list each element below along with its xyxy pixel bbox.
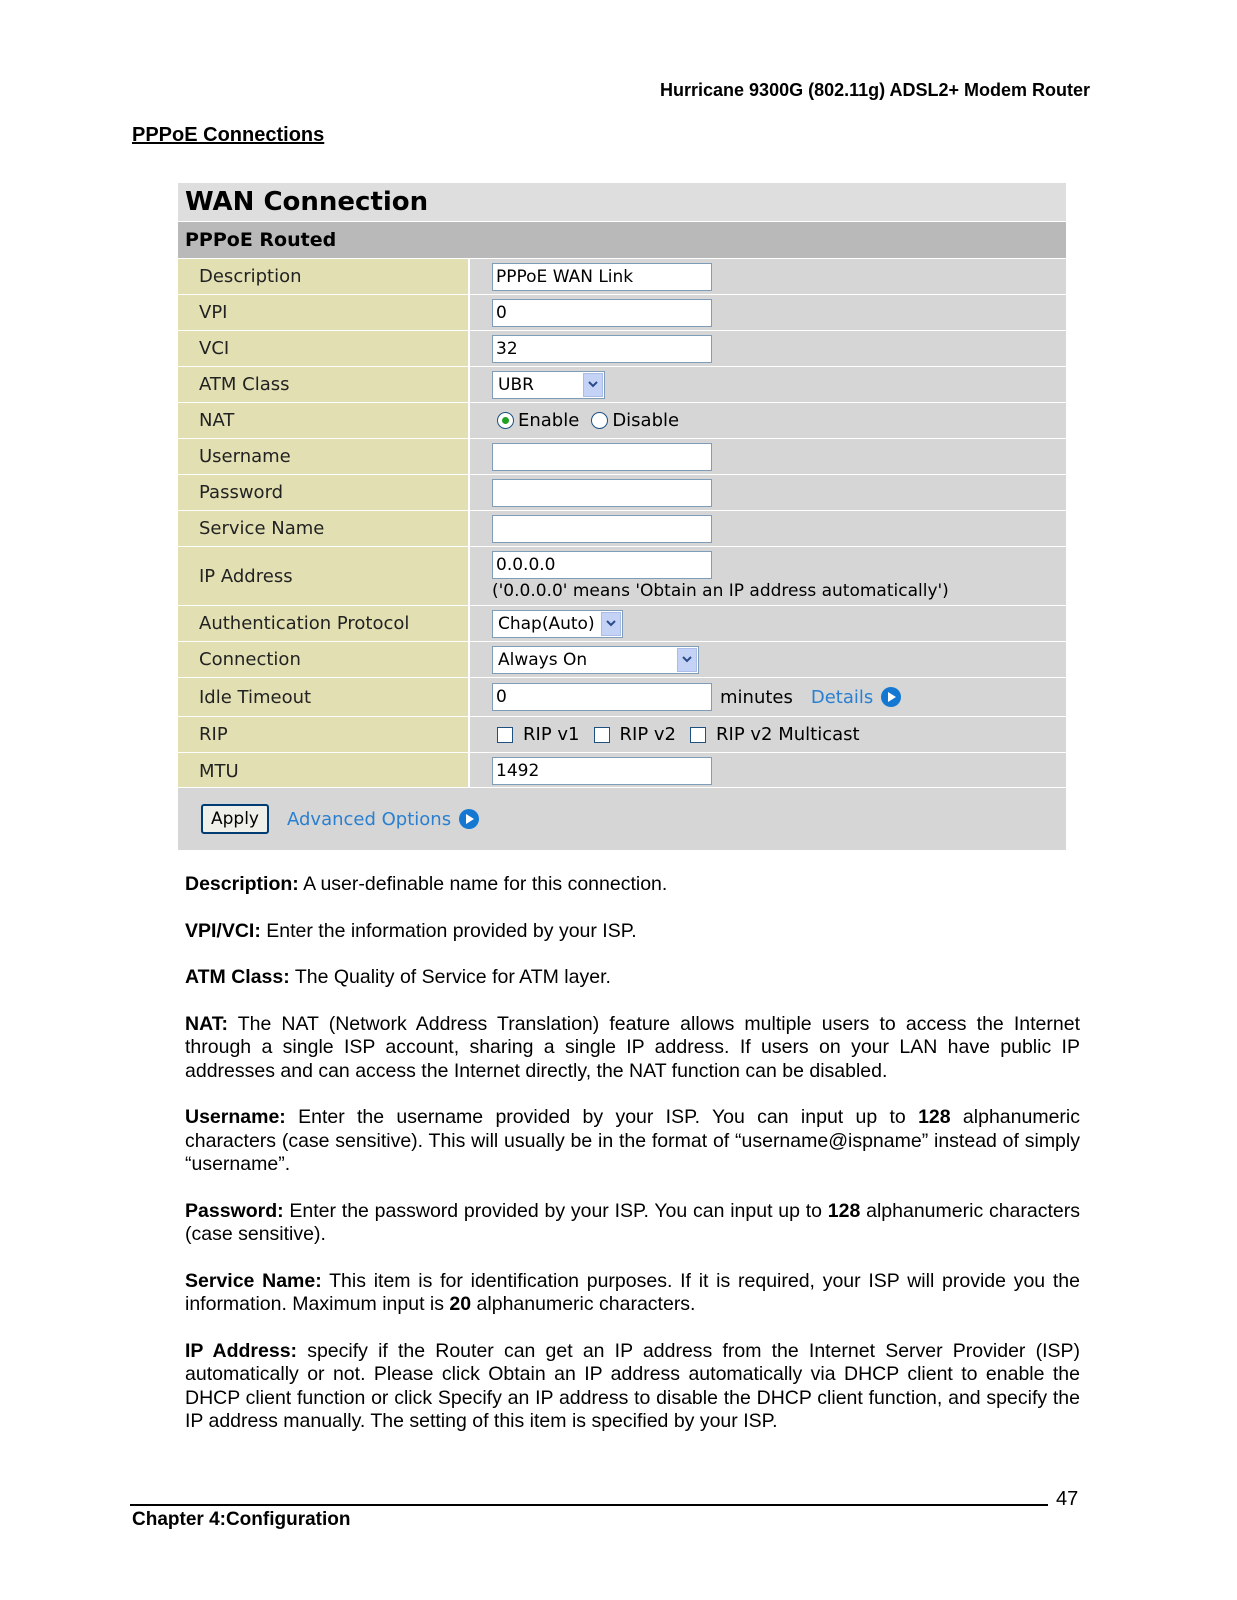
description-input[interactable]: PPPoE WAN Link	[492, 263, 712, 291]
idle-timeout-input[interactable]: 0	[492, 683, 712, 711]
auth-protocol-select[interactable]	[492, 610, 623, 638]
row-idle-timeout	[178, 677, 1066, 716]
rip-v2-multicast-label: RIP v2 Multicast	[716, 724, 860, 745]
advanced-options-link[interactable]: Advanced Options	[287, 808, 452, 830]
rip-v1-checkbox[interactable]	[497, 727, 513, 743]
row-username	[178, 438, 1066, 474]
panel-subtitle: PPPoE Routed	[178, 221, 1066, 258]
play-arrow-icon[interactable]	[881, 687, 901, 707]
row-nat	[178, 402, 1066, 438]
chevron-down-icon	[583, 373, 603, 397]
connection-value: Always On	[498, 649, 588, 670]
password-paragraph: Password: Enter the password provided by your ISP. You can input up to 128 alphanumeric characters (case sensitive).	[185, 1199, 1080, 1245]
row-rip	[178, 716, 1066, 752]
panel-footer	[178, 787, 1066, 850]
nat-enable-radio[interactable]	[497, 412, 514, 429]
service-name-label: Service Name	[178, 511, 468, 546]
password-label: Password	[178, 475, 468, 510]
page-number: 47	[1056, 1488, 1079, 1510]
details-link[interactable]: Details	[810, 686, 874, 708]
row-password	[178, 474, 1066, 510]
row-mtu	[178, 752, 1066, 789]
chapter-label: Chapter 4:Configuration	[132, 1509, 351, 1530]
apply-button[interactable]: Apply	[201, 804, 269, 834]
mtu-input[interactable]: 1492	[492, 757, 712, 785]
atm-class-select[interactable]	[492, 371, 605, 399]
ip-address-paragraph: IP Address: specify if the Router can get an IP address from the Internet Server Provider (ISP) automatically or not. Please click Obtain an IP address automatically via DHCP client to enable the DHCP client function or click Specify an IP address to disable the DHCP client function, and specify the IP address manually. The setting of this item is specified by your ISP.	[185, 1339, 1080, 1432]
row-ip-address	[178, 546, 1066, 605]
row-service-name	[178, 510, 1066, 546]
service-name-input[interactable]	[492, 515, 712, 543]
chevron-down-icon	[677, 648, 697, 672]
vci-input[interactable]: 32	[492, 335, 712, 363]
row-vci	[178, 330, 1066, 366]
connection-select[interactable]	[492, 646, 699, 674]
rip-v1-label: RIP v1	[523, 724, 580, 745]
nat-label: NAT	[178, 403, 468, 438]
vpi-input[interactable]: 0	[492, 299, 712, 327]
section-title: PPPoE Connections	[132, 124, 325, 146]
vci-label: VCI	[178, 331, 468, 366]
ip-address-note: ('0.0.0.0' means 'Obtain an IP address automatically')	[492, 581, 949, 601]
mtu-label: MTU	[178, 753, 468, 789]
auth-protocol-value: Chap(Auto)	[498, 613, 595, 634]
row-description	[178, 258, 1066, 294]
username-paragraph: Username: Enter the username provided by your ISP. You can input up to 128 alphanumeric characters (case sensitive). This will usually be in the format of “username@ispname” instead of simply “username”.	[185, 1106, 1080, 1175]
idle-timeout-label: Idle Timeout	[178, 678, 468, 716]
service-name-paragraph: Service Name: This item is for identification purposes. If it is required, your ISP will provide you the information. Maximum input is 20 alphanumeric characters.	[185, 1269, 1080, 1315]
panel-title: WAN Connection	[178, 183, 1066, 221]
wan-connection-panel	[178, 183, 1066, 850]
field-descriptions	[185, 873, 1080, 1457]
chevron-down-icon	[601, 612, 621, 636]
ip-address-label: IP Address	[178, 547, 468, 605]
nat-disable-label: Disable	[612, 410, 680, 431]
play-arrow-icon[interactable]	[459, 809, 479, 829]
row-connection	[178, 641, 1066, 677]
rip-label: RIP	[178, 717, 468, 752]
rip-v2-checkbox[interactable]	[594, 727, 610, 743]
username-input[interactable]	[492, 443, 712, 471]
footer-divider	[130, 1504, 1048, 1506]
atm-class-value: UBR	[498, 374, 534, 395]
nat-paragraph: NAT: The NAT (Network Address Translation) feature allows multiple users to access the Internet through a single ISP account, sharing a single IP address. If users on your LAN have public IP addresses and can access the Internet directly, the NAT function can be disabled.	[185, 1012, 1080, 1082]
rip-v2-multicast-checkbox[interactable]	[690, 727, 706, 743]
vpi-label: VPI	[178, 295, 468, 330]
description-paragraph: Description: A user-definable name for this connection.	[185, 873, 668, 895]
document-header: Hurricane 9300G (802.11g) ADSL2+ Modem Router	[660, 80, 1090, 100]
row-vpi	[178, 294, 1066, 330]
atm-class-label: ATM Class	[178, 367, 468, 402]
auth-protocol-label: Authentication Protocol	[178, 606, 468, 641]
connection-label: Connection	[178, 642, 468, 677]
ip-address-input[interactable]: 0.0.0.0	[492, 551, 712, 579]
nat-disable-radio[interactable]	[591, 412, 608, 429]
description-label: Description	[178, 259, 468, 294]
atm-class-paragraph: ATM Class: The Quality of Service for ATM layer.	[185, 966, 611, 988]
vpi-vci-paragraph: VPI/VCI: Enter the information provided by your ISP.	[185, 919, 637, 942]
nat-enable-label: Enable	[518, 410, 580, 431]
idle-timeout-unit: minutes	[720, 686, 793, 708]
rip-v2-label: RIP v2	[619, 724, 676, 745]
row-auth-protocol	[178, 605, 1066, 641]
username-label: Username	[178, 439, 468, 474]
password-input[interactable]	[492, 479, 712, 507]
row-atm-class	[178, 366, 1066, 402]
